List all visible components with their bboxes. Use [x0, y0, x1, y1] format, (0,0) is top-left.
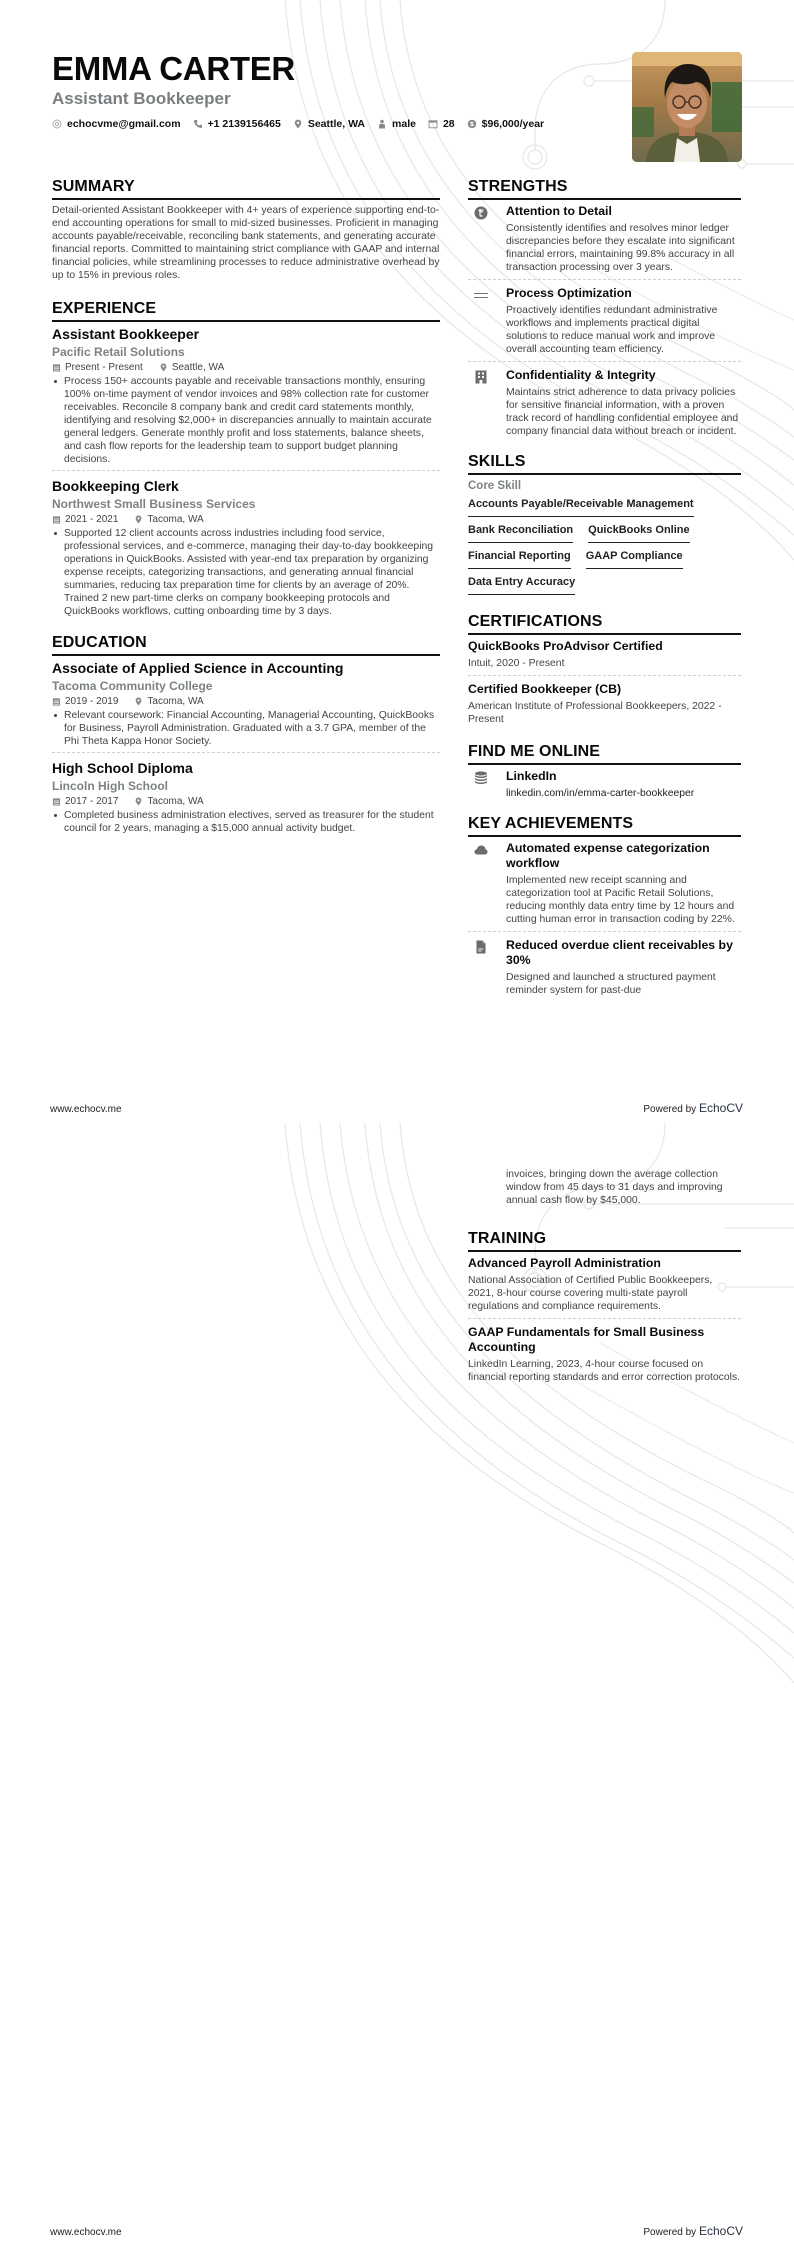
skill-tag: QuickBooks Online [588, 519, 689, 543]
job-dates: 2021 - 2021 [65, 514, 119, 525]
contact-email[interactable] [52, 118, 181, 130]
education-meta [52, 695, 440, 708]
footer-website[interactable]: www.echocv.me [50, 1104, 122, 1115]
training-section [468, 1230, 741, 1389]
person-icon [377, 119, 387, 129]
job-dates: Present - Present [65, 362, 143, 373]
calendar-icon [428, 119, 438, 129]
company-name: Pacific Retail Solutions [52, 345, 185, 359]
education-item [52, 752, 440, 839]
certification-item [468, 639, 741, 675]
experience-item [52, 326, 440, 470]
strength-desc: Consistently identifies and resolves minor ledger discrepancies before they escalate into significant financial errors, maintaining 99.8% accuracy in all transaction processing over 3 years. [506, 223, 735, 273]
brand-name[interactable]: EchoCV [698, 1101, 743, 1115]
training-heading: TRAINING [468, 1230, 741, 1252]
salary-icon [467, 119, 477, 129]
achievements-section [468, 815, 741, 1002]
calendar-icon [52, 797, 61, 806]
experience-section [52, 300, 440, 622]
location-icon [159, 363, 168, 372]
location-icon [134, 797, 143, 806]
location-icon [134, 697, 143, 706]
strength-title: Attention to Detail [506, 204, 612, 218]
location-icon [134, 515, 143, 524]
document-icon [474, 940, 488, 954]
online-platform: LinkedIn [506, 769, 557, 783]
skills-section [468, 453, 741, 597]
company-name: Northwest Small Business Services [52, 497, 256, 511]
strength-desc: Maintains strict adherence to data privacy policies for sensitive financial information, with a proven track record of handling confidential employee and company financial data without breach or incident. [506, 387, 739, 437]
strength-title: Confidentiality & Integrity [506, 368, 656, 382]
experience-item [52, 470, 440, 622]
degree-title: Associate of Applied Science in Accounting [52, 660, 344, 676]
experience-heading: EXPERIENCE [52, 300, 440, 322]
job-bullet: Supported 12 client accounts across industries including food service, professional services, and e-commerce, managing their day-to-day bookkeeping operations in QuickBooks. Assisted with year-end tax preparation by organizing expense receipts, categorizing transactions, and generating annual financial summaries, reducing tax preparation time for clients by an average of 20%. Trained 2 new part-time clerks on company bookkeeping protocols and QuickBooks workflows, cutting onboarding time by 3 days. [52, 527, 440, 618]
right-column [468, 178, 741, 1002]
job-location: Seattle, WA [171, 362, 225, 373]
degree-title: High School Diploma [52, 760, 193, 776]
footer-powered-by [643, 2224, 743, 2238]
contact-row [52, 118, 612, 130]
education-meta [52, 795, 440, 808]
achievement-item [468, 931, 741, 1002]
currency-icon [474, 206, 488, 220]
strength-item [468, 361, 741, 443]
contact-gender [377, 118, 416, 130]
achievements-heading: KEY ACHIEVEMENTS [468, 815, 741, 837]
building-icon [474, 370, 488, 384]
salary-text: $96,000/year [481, 118, 545, 130]
skill-list [468, 493, 741, 597]
calendar-icon [52, 697, 61, 706]
online-heading: FIND ME ONLINE [468, 743, 741, 765]
training-title: GAAP Fundamentals for Small Business Accounting [468, 1325, 705, 1354]
resume-page-1 [0, 0, 794, 1122]
strength-item [468, 204, 741, 279]
contact-salary [467, 118, 544, 130]
skill-tag: Accounts Payable/Receivable Management [468, 493, 694, 517]
certification-issuer: Intuit, 2020 - Present [468, 658, 565, 669]
certification-item [468, 675, 741, 731]
summary-section [52, 178, 440, 282]
calendar-icon [52, 363, 61, 372]
education-location: Tacoma, WA [147, 796, 204, 807]
svg-text:$: $ [469, 121, 474, 129]
achievement-title: Reduced overdue client receivables by 30% [506, 938, 733, 967]
gender-text: male [392, 118, 416, 130]
certification-issuer: American Institute of Professional Bookkeepers, 2022 - Present [468, 701, 722, 725]
online-item[interactable] [468, 769, 741, 805]
training-desc: National Association of Certified Public Bookkeepers, 2021, 8-hour course covering multi-state payroll regulations and compliance requirements. [468, 1275, 713, 1312]
database-icon [474, 771, 488, 785]
certifications-heading: CERTIFICATIONS [468, 613, 741, 635]
education-dates: 2019 - 2019 [65, 696, 119, 707]
left-column [52, 178, 440, 839]
brand-name[interactable]: EchoCV [698, 2224, 743, 2238]
candidate-name: EMMA CARTER [52, 50, 295, 87]
job-meta [52, 361, 440, 374]
resume-page-2 [0, 1123, 794, 2246]
strengths-section [468, 178, 741, 443]
education-bullet: Completed business administration electives, served as treasurer for the student council for 2 years, managing a $15,000 annual activity budget. [52, 809, 440, 835]
education-location: Tacoma, WA [147, 696, 204, 707]
calendar-icon [52, 515, 61, 524]
achievement-desc: Implemented new receipt scanning and categorization tool at Pacific Retail Solutions, reducing monthly data entry time by 12 hours and cutting human error in transaction coding by 22%. [506, 875, 735, 925]
achievement-title: Automated expense categorization workflow [506, 841, 710, 870]
lines-icon [474, 288, 488, 302]
job-meta [52, 513, 440, 526]
skill-tag: Data Entry Accuracy [468, 571, 575, 595]
online-section [468, 743, 741, 805]
skills-heading: SKILLS [468, 453, 741, 475]
right-column-continued [468, 1168, 741, 1389]
certification-title: QuickBooks ProAdvisor Certified [468, 639, 663, 653]
powered-by-label: Powered by [643, 1104, 697, 1115]
certification-title: Certified Bookkeeper (CB) [468, 682, 622, 696]
achievement-desc-continued: invoices, bringing down the average collection window from 45 days to 31 days and improving annual cash flow by $45,000. [506, 1169, 723, 1206]
training-title: Advanced Payroll Administration [468, 1256, 661, 1270]
email-text: echocvme@gmail.com [67, 118, 181, 130]
contact-age [428, 118, 455, 130]
profile-photo [632, 52, 742, 162]
contact-location [293, 118, 365, 130]
job-location: Tacoma, WA [147, 514, 204, 525]
summary-text: Detail-oriented Assistant Bookkeeper with 4+ years of experience supporting end-to-end accounting operations for small to mid-sized businesses. Proficient in managing accounts payable/receivable, reconciling bank statements, and generating accurate financial reports. Committed to maintaining strict compliance with GAAP and internal financial policies, while streamlining processes to reduce administrative overhead by up to 15% in previous roles. [52, 205, 440, 281]
cloud-icon [474, 843, 488, 857]
location-text: Seattle, WA [307, 118, 366, 130]
education-section [52, 634, 440, 839]
skill-tag: Bank Reconciliation [468, 519, 573, 543]
school-name: Lincoln High School [52, 779, 168, 793]
job-bullet: Process 150+ accounts payable and receivable transactions monthly, ensuring 100% on-time payment of vendor invoices and 98% collection rate for customer receivables. Reconcile 8 company bank and credit card statements monthly, identifying and resolving $2,000+ in discrepancies annually to maintain accurate general ledgers. Generate monthly profit and loss statements, balance sheets, and cash flow reports for the leadership team to support budget planning decisions. [52, 375, 440, 466]
education-dates: 2017 - 2017 [65, 796, 119, 807]
footer-powered-by [643, 1101, 743, 1115]
certifications-section [468, 613, 741, 731]
phone-text: +1 2139156465 [207, 118, 281, 130]
age-text: 28 [442, 118, 455, 130]
email-icon [52, 119, 62, 129]
achievement-item [468, 841, 741, 931]
contact-phone[interactable] [193, 118, 281, 130]
training-item [468, 1256, 741, 1318]
training-item [468, 1318, 741, 1389]
school-name: Tacoma Community College [52, 679, 213, 693]
skill-tag: GAAP Compliance [586, 545, 683, 569]
footer-website[interactable]: www.echocv.me [50, 2227, 122, 2238]
achievement-item-continued [468, 1168, 741, 1212]
job-title: Bookkeeping Clerk [52, 478, 179, 494]
strength-desc: Proactively identifies redundant administrative workflows and implements practical digital solutions to reduce manual work and improve overall accounting team efficiency. [506, 305, 718, 355]
online-link[interactable]: linkedin.com/in/emma-carter-bookkeeper [506, 788, 695, 799]
location-icon [293, 119, 303, 129]
job-title: Assistant Bookkeeper [52, 326, 200, 342]
strength-title: Process Optimization [506, 286, 632, 300]
powered-by-label: Powered by [643, 2227, 697, 2238]
training-desc: LinkedIn Learning, 2023, 4-hour course focused on financial reporting standards and error correction protocols. [468, 1359, 741, 1383]
resume-header [52, 50, 612, 130]
education-bullet: Relevant coursework: Financial Accounting, Managerial Accounting, QuickBooks for Business, Payroll Administration. Graduated with a 3.7 GPA, member of the Phi Theta Kappa Honor Society. [52, 709, 440, 748]
education-item [52, 660, 440, 752]
skill-category: Core Skill [468, 480, 522, 492]
education-heading: EDUCATION [52, 634, 440, 656]
achievement-desc: Designed and launched a structured payment reminder system for past-due [506, 972, 716, 996]
strengths-heading: STRENGTHS [468, 178, 741, 200]
strength-item [468, 279, 741, 361]
phone-icon [193, 119, 203, 129]
skill-tag: Financial Reporting [468, 545, 571, 569]
candidate-title: Assistant Bookkeeper [52, 89, 231, 108]
summary-heading: SUMMARY [52, 178, 440, 200]
